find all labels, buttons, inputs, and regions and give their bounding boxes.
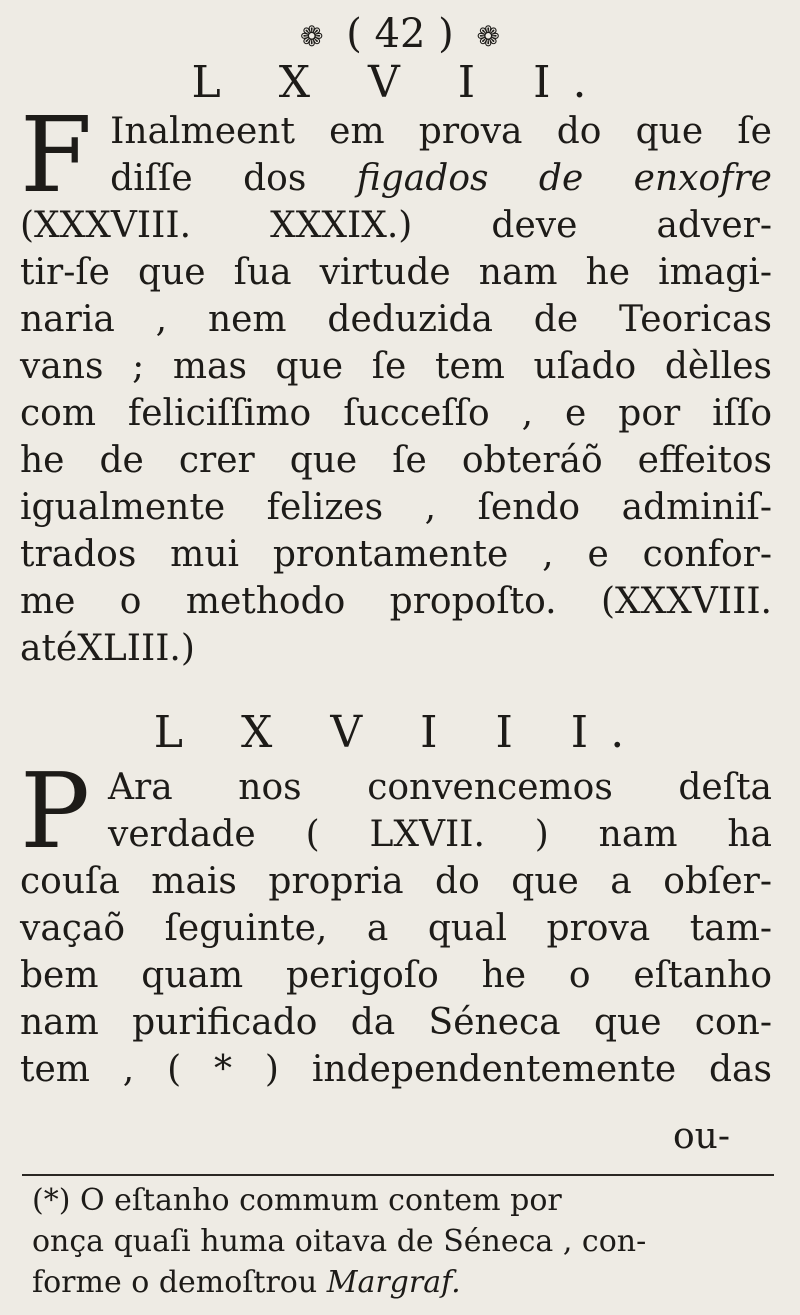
text-line: tir-ſe que ſua virtude nam he imagi- (20, 252, 772, 293)
text-line: naria , nem deduzida de Teoricas (20, 299, 772, 340)
text-line: atéXLIII.) (20, 628, 195, 669)
text-line: trados mui prontamente , e confor- (20, 534, 772, 575)
page-number: ( 42 ) (346, 11, 454, 57)
text-line: com feliciſſimo ſucceſſo , e por iſſo (20, 393, 772, 434)
text-line: tem , ( * ) independentemente das (20, 1049, 772, 1090)
ornament-left-icon: ❁ (300, 20, 324, 53)
text-line: Ara nos convencemos deſta (107, 767, 772, 808)
text-line: me o methodo propoſto. (XXXVIII. (20, 581, 772, 622)
text-line: vaçaõ ſeguinte, a qual prova tam- (20, 908, 772, 949)
paragraph-lxviii (20, 750, 772, 1093)
text-line: couſa mais propria do que a obſer- (20, 861, 772, 902)
text-line: igualmente felizes , ſendo adminiſ- (20, 487, 772, 528)
text-line: vans ; mas que ſe tem uſado dèlles (20, 346, 772, 387)
drop-cap: F (20, 94, 93, 216)
text-line: he de crer que ſe obteráõ effeitos (20, 440, 772, 481)
ornament-right-icon: ❁ (476, 20, 500, 53)
footnote-line: onça quaſi huma oitava de Séneca , con- (32, 1224, 647, 1259)
text-line: bem quam perigoſo he o eſtanho (20, 955, 772, 996)
text-line: diſſe dos figados de enxofre (110, 158, 772, 199)
section-title-lxvii: L X V I I. (191, 57, 609, 108)
paragraph-lxvii (20, 94, 772, 672)
footnote-line: forme o demoſtrou Margraf. (32, 1265, 461, 1300)
footnote-divider (22, 1174, 774, 1176)
text-line: nam purificado da Séneca que con- (20, 1002, 772, 1043)
text-line: (XXXVIII. XXXIX.) deve adver- (20, 205, 772, 246)
section-title-lxviii: L X V I I I. (153, 707, 647, 758)
text-line: verdade ( LXVII. ) nam ha (107, 814, 772, 855)
catchword: ou- (672, 1116, 730, 1157)
footnote (32, 1180, 772, 1303)
page-header (0, 10, 800, 61)
footnote-line: (*) O eſtanho commum contem por (32, 1183, 562, 1218)
text-line: Inalmeent em prova do que ſe (110, 111, 772, 152)
drop-cap: P (20, 750, 90, 872)
